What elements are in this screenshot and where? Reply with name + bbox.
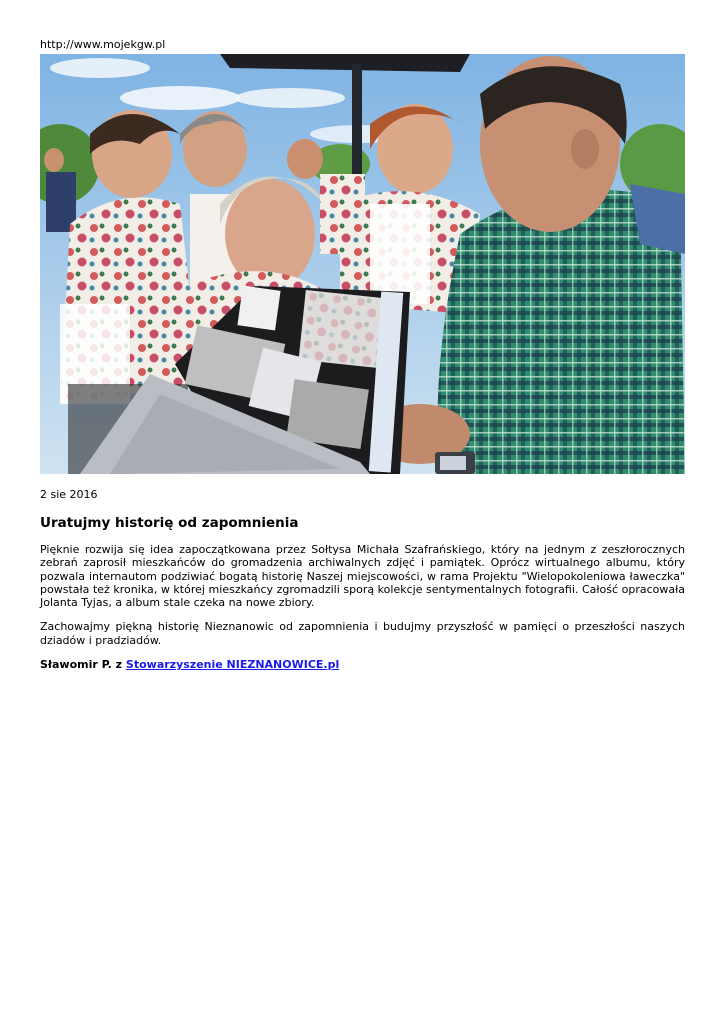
article-photo — [40, 54, 685, 474]
article-date: 2 sie 2016 — [40, 488, 98, 501]
association-link[interactable]: Stowarzyszenie NIEZNANOWICE.pl — [125, 658, 340, 672]
article-paragraph-2: Zachowajmy piękną historię Nieznanowic od zapomnienia i budujmy przyszłość w pamięci o przeszłości naszych dziadów i pradziadów. — [40, 620, 685, 647]
article-signature — [40, 658, 685, 672]
photo-illustration — [40, 54, 685, 474]
signature-prefix: Sławomir P. z — [40, 658, 126, 672]
source-url: http://www.mojekgw.pl — [40, 38, 166, 51]
document-page — [40, 38, 685, 672]
article-title: Uratujmy historię od zapomnienia — [40, 515, 299, 531]
article-paragraph-1: Pięknie rozwija się idea zapoczątkowana przez Sołtysa Michała Szafrańskiego, który na jednym z zeszłorocznych zebrań zaprosił mieszkańców do gromadzenia archiwalnych zdjęć i pamiątek. Oprócz wirtualnego albumu, który pozwala internautom podziwiać bogatą historię Naszej miejscowości, w rama Projektu "Wielopokoleniowa ławeczka" powstała też kronika, w której mieszkańcy zgromadzili sporą kolekcje sentymentalnych fotografii. Całość opracowała Jolanta Tyjas, a album stale czeka na nowe zbiory. — [40, 543, 685, 610]
